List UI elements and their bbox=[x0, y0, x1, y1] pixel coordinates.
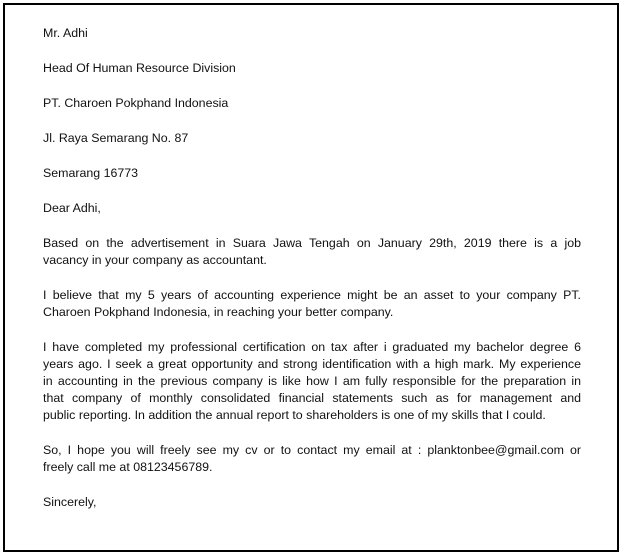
closing: Sincerely, bbox=[43, 495, 97, 509]
paragraph-line: Based on the advertisement in Suara Jawa Tengah on January 29th, 2019 there is a job bbox=[43, 236, 581, 250]
cover-letter bbox=[43, 25, 581, 529]
paragraph-line: public reporting. In addition the annual report to shareholders is one of my skills that I could. bbox=[43, 408, 546, 422]
paragraph-line: I have completed my professional certification on tax after i graduated my bachelor degree 6 bbox=[43, 340, 581, 354]
salutation: Dear Adhi, bbox=[43, 201, 101, 215]
street-address: Jl. Raya Semarang No. 87 bbox=[43, 131, 189, 145]
paragraph-line: freely call me at 08123456789. bbox=[43, 460, 213, 474]
paragraph-line: in accounting in the previous company is like how I am fully responsible for the preparation in bbox=[43, 374, 581, 388]
recipient-position: Head Of Human Resource Division bbox=[43, 61, 236, 75]
paragraph-line: Charoen Pokphand Indonesia, in reaching your better company. bbox=[43, 305, 394, 319]
paragraph-line: years ago. I seek a great opportunity and strong identification with a high mark. My experience bbox=[43, 357, 581, 371]
city-postal: Semarang 16773 bbox=[43, 166, 139, 180]
paragraph-line: that company of monthly consolidated financial statements such as for management and bbox=[43, 391, 581, 405]
paragraph-line: So, I hope you will freely see my cv or to contact my email at : planktonbee@gmail.com or bbox=[43, 443, 581, 457]
document-frame bbox=[3, 3, 619, 552]
paragraph-line: I believe that my 5 years of accounting experience might be an asset to your company PT. bbox=[43, 288, 581, 302]
paragraph-advertisement bbox=[43, 235, 581, 269]
recipient-company: PT. Charoen Pokphand Indonesia bbox=[43, 96, 229, 110]
paragraph-contact bbox=[43, 442, 581, 476]
paragraph-experience bbox=[43, 287, 581, 321]
paragraph-line: vacancy in your company as accountant. bbox=[43, 253, 267, 267]
paragraph-qualifications bbox=[43, 339, 581, 424]
recipient-name: Mr. Adhi bbox=[43, 26, 88, 40]
